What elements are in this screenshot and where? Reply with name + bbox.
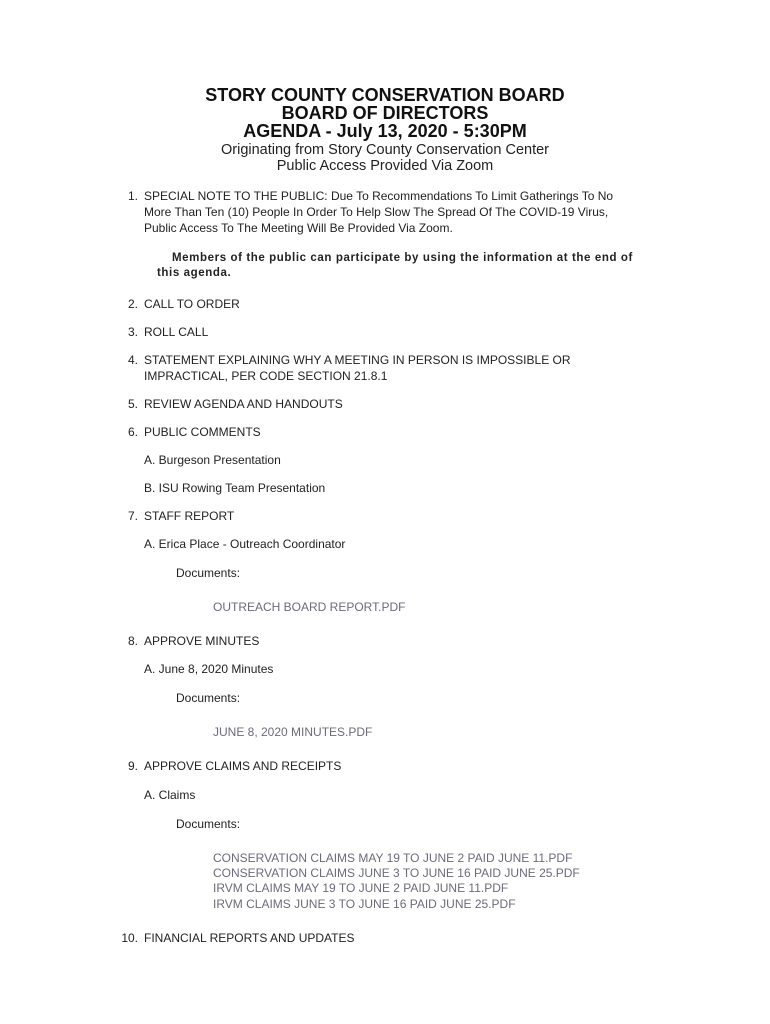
- claims-link-2[interactable]: CONSERVATION CLAIMS JUNE 3 TO JUNE 16 PAID JUNE 25.PDF: [213, 866, 580, 880]
- access-subtitle: Public Access Provided Via Zoom: [276, 158, 494, 174]
- org-title: STORY COUNTY CONSERVATION BOARD: [205, 85, 565, 105]
- item-1-line-1: SPECIAL NOTE TO THE PUBLIC: Due To Recommendations To Limit Gatherings To No: [144, 189, 614, 203]
- public-note-line-2: this agenda.: [157, 267, 232, 279]
- public-note-line-1: Members of the public can participate by using the information at the end of: [172, 252, 633, 264]
- item-6-label: PUBLIC COMMENTS: [144, 425, 261, 439]
- item-4-line-2: IMPRACTICAL, PER CODE SECTION 21.8.1: [144, 369, 388, 383]
- item-4-line-1: STATEMENT EXPLAINING WHY A MEETING IN PERSON IS IMPOSSIBLE OR: [144, 353, 571, 367]
- item-9-number: 9.: [127, 759, 138, 773]
- item-8-sub-a: A. June 8, 2020 Minutes: [144, 662, 274, 676]
- item-7-documents-label: Documents:: [176, 566, 241, 580]
- item-7-label: STAFF REPORT: [144, 509, 235, 523]
- item-2-number: 2.: [127, 297, 138, 311]
- item-6-number: 6.: [127, 425, 138, 439]
- minutes-link[interactable]: JUNE 8, 2020 MINUTES.PDF: [213, 725, 373, 739]
- item-5-number: 5.: [127, 397, 138, 411]
- item-4-number: 4.: [127, 353, 138, 367]
- item-2-label: CALL TO ORDER: [144, 297, 240, 311]
- item-8-label: APPROVE MINUTES: [144, 634, 260, 648]
- item-9-label: APPROVE CLAIMS AND RECEIPTS: [144, 759, 342, 773]
- item-3-number: 3.: [127, 325, 138, 339]
- item-1-number: 1.: [127, 189, 138, 203]
- claims-link-4[interactable]: IRVM CLAIMS JUNE 3 TO JUNE 16 PAID JUNE 25.PDF: [213, 897, 516, 911]
- item-10-number: 10.: [121, 931, 138, 945]
- claims-link-1[interactable]: CONSERVATION CLAIMS MAY 19 TO JUNE 2 PAID JUNE 11.PDF: [213, 851, 573, 865]
- item-9-sub-a: A. Claims: [144, 788, 196, 802]
- item-8-number: 8.: [127, 634, 138, 648]
- item-1-line-2: More Than Ten (10) People In Order To Help Slow The Spread Of The COVID-19 Virus,: [144, 205, 609, 219]
- item-8-documents-label: Documents:: [176, 691, 241, 705]
- item-5-label: REVIEW AGENDA AND HANDOUTS: [144, 397, 343, 411]
- claims-link-3[interactable]: IRVM CLAIMS MAY 19 TO JUNE 2 PAID JUNE 11.PDF: [213, 881, 509, 895]
- item-9-documents-label: Documents:: [176, 817, 241, 831]
- item-7-number: 7.: [127, 509, 138, 523]
- agenda-title: AGENDA - July 13, 2020 - 5:30PM: [243, 121, 527, 141]
- item-6-sub-b: B. ISU Rowing Team Presentation: [144, 481, 326, 495]
- item-3-label: ROLL CALL: [144, 325, 209, 339]
- item-7-sub-a: A. Erica Place - Outreach Coordinator: [144, 537, 346, 551]
- item-10-label: FINANCIAL REPORTS AND UPDATES: [144, 931, 355, 945]
- origin-subtitle: Originating from Story County Conservation Center: [220, 142, 549, 158]
- outreach-report-link[interactable]: OUTREACH BOARD REPORT.PDF: [213, 600, 406, 614]
- item-1-line-3: Public Access To The Meeting Will Be Provided Via Zoom.: [144, 221, 453, 235]
- item-6-sub-a: A. Burgeson Presentation: [144, 453, 281, 467]
- board-title: BOARD OF DIRECTORS: [281, 103, 489, 123]
